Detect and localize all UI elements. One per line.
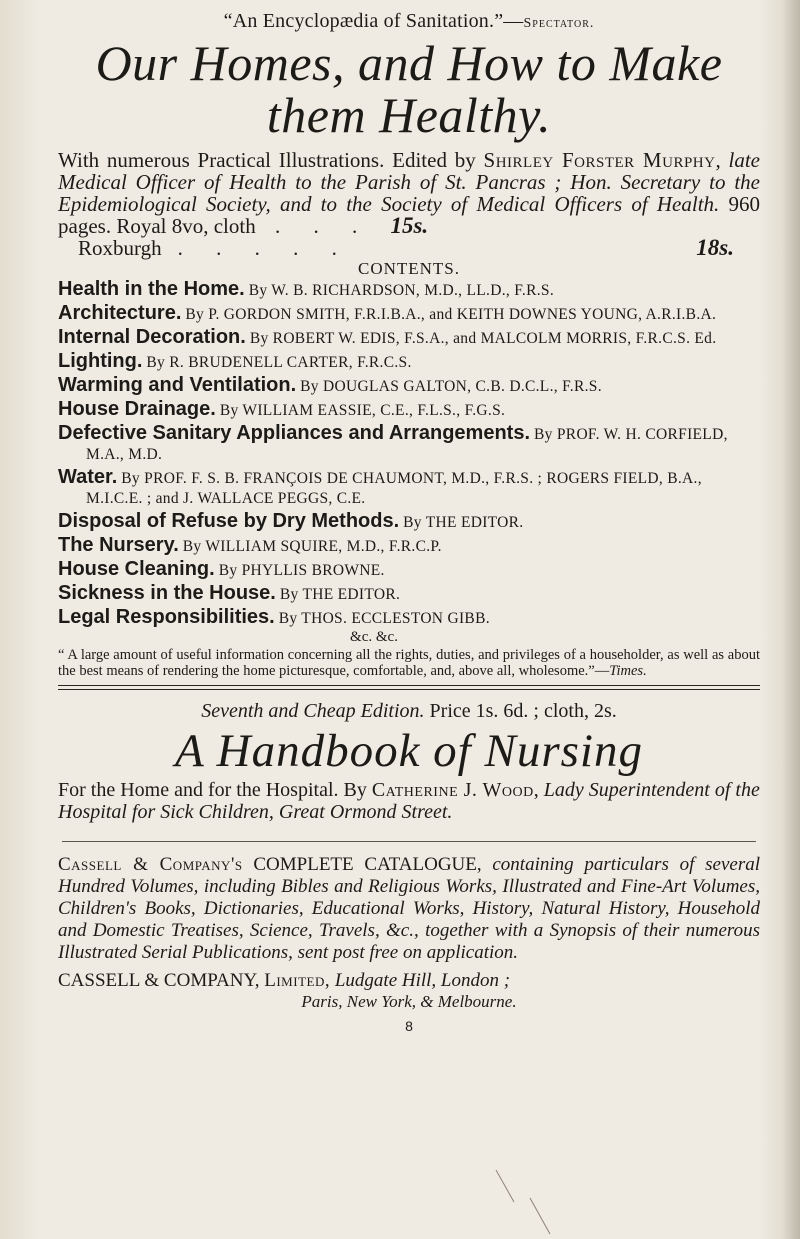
book2-desc-text: For the Home and for the Hospital. By (58, 779, 372, 801)
contents-entry-heading: Lighting. (58, 350, 143, 372)
section-rule (62, 841, 756, 842)
contents-entry-heading: Health in the Home. (58, 278, 245, 300)
contents-entry-author: By THE EDITOR. (279, 586, 401, 603)
contents-entry-heading: Architecture. (58, 302, 182, 324)
contents-entry (58, 327, 760, 349)
contents-entry-heading: Internal Decoration. (58, 326, 246, 348)
contents-entry-heading: House Cleaning. (58, 558, 215, 580)
catalogue-notice (58, 854, 760, 964)
contents-entry-heading: House Drainage. (58, 398, 216, 420)
contents-entry-author: By THOS. ECCLESTON GIBB. (278, 610, 490, 627)
contents-entry (58, 399, 760, 421)
contents-entry (58, 279, 760, 301)
review-source: Times. (609, 663, 647, 679)
book1-price-roxburgh: 18s. (696, 235, 734, 260)
contents-entry-author: By W. B. RICHARDSON, M.D., LL.D., F.R.S. (248, 282, 555, 299)
contents-entry-author: By PROF. W. H. CORFIELD, M.A., M.D. (86, 426, 728, 463)
book1-editor: Shirley Forster Murphy (483, 148, 716, 172)
imprint-cities: Paris, New York, & Melbourne. (301, 992, 517, 1011)
contents-entry-heading: Warming and Ventilation. (58, 374, 297, 396)
contents-entry-heading: Disposal of Refuse by Dry Methods. (58, 510, 400, 532)
header-quote-text: “An Encyclopædia of Sanitation.”— (223, 10, 524, 32)
book1-price-cloth: 15s. (390, 213, 429, 238)
book1-editor-role: late Medical Officer of Health to the Parish of St. Pancras ; Hon. Secretary to the Epidemiological Society, and to the Society of Medical Officers of Health. (58, 148, 760, 216)
paper-crease-marks (490, 1168, 600, 1238)
header-quote (58, 10, 760, 33)
book2-author: Catherine J. Wood (371, 779, 534, 801)
contents-heading: CONTENTS. (357, 259, 461, 278)
contents-entry-author: By DOUGLAS GALTON, C.B. D.C.L., F.R.S. (300, 378, 602, 395)
book1-binding-roxburgh: Roxburgh (78, 236, 162, 260)
book1-desc-sep: , (715, 148, 729, 172)
book2-description (58, 779, 760, 823)
contents-entry (58, 559, 760, 581)
contents-entry (58, 535, 760, 557)
book1-desc-pages: 960 pages. Royal 8vo, cloth (58, 192, 761, 238)
contents-list (58, 279, 760, 629)
book1-title (58, 37, 760, 141)
contents-entry-author: By PROF. F. S. B. FRANÇOIS DE CHAUMONT, M.D., F.R.S. ; ROGERS FIELD, B.A., M.I.C.E. ; and J. WALLACE PEGGS, C.E. (86, 470, 702, 507)
page-number: 8 (405, 1018, 413, 1034)
book2-title: A Handbook of Nursing (175, 725, 643, 777)
contents-entry-heading: Sickness in the House. (58, 582, 276, 604)
imprint-limited: Limited, (264, 970, 331, 991)
contents-etc: &c. &c. (350, 629, 398, 645)
book2-desc-sep: , (533, 779, 539, 801)
contents-entry-heading: Legal Responsibilities. (58, 606, 275, 628)
book1-desc-text: With numerous Practical Illustrations. Edited by (58, 148, 484, 172)
imprint-line (58, 970, 760, 992)
review-text: “ A large amount of useful information concerning all the rights, duties, and privileges of a householder, as well as about the best means of rendering the home picturesque, comfortable, and, above all, wholesome.”— (58, 647, 760, 679)
book2-price: Price 1s. 6d. ; cloth, 2s. (424, 700, 617, 722)
contents-entry (58, 607, 760, 629)
book1-description: With numerous Practical Illustrations. Edited by Shirley Forster Murphy, late Medical Officer of Health to the Parish of St. Pancras ; Hon. Secretary to the Epidemiological Society, and to the Society of Medical Officers of Health. 960 pages. Royal 8vo, cloth . . . 15s. (58, 148, 761, 238)
contents-entry (58, 583, 760, 605)
contents-entry-author: By WILLIAM EASSIE, C.E., F.L.S., F.G.S. (219, 402, 506, 419)
catalogue-description: containing particulars of several Hundred Volumes, including Bibles and Religious Works, Illustrated and Fine-Art Volumes, Children's Books, Dictionaries, Educational Works, History, Natural History, Household and Domestic Treatises, Science, Travels, &c., together with a Synopsis of their numerous Illustrated Serial Publications, sent post free on application. (58, 854, 760, 963)
book2-edition: Seventh and Cheap Edition. (201, 700, 425, 722)
header-quote-source: Spectator. (523, 16, 595, 31)
book2-edition-line (58, 700, 760, 723)
contents-entry-author: By P. GORDON SMITH, F.R.I.B.A., and KEITH DOWNES YOUNG, A.R.I.B.A. (185, 306, 717, 323)
page-edge-shadow (782, 0, 800, 1239)
imprint-place: Ludgate Hill, London ; (330, 970, 511, 991)
review-quote (58, 647, 760, 679)
contents-entry (58, 375, 760, 397)
contents-entry-heading: The Nursery. (58, 534, 179, 556)
section-divider (58, 685, 760, 690)
contents-entry-author: By ROBERT W. EDIS, F.S.A., and MALCOLM MORRIS, F.R.C.S. Ed. (249, 330, 717, 347)
book1-title-line1: Our Homes, and How to Make (95, 35, 723, 91)
contents-entry-author: By THE EDITOR. (403, 514, 524, 531)
contents-entry (58, 467, 760, 509)
contents-entry-author: By WILLIAM SQUIRE, M.D., F.R.C.P. (182, 538, 442, 555)
book1-price-roxburgh-row (58, 237, 760, 259)
book1-title-line2: them Healthy. (266, 87, 552, 143)
catalogue-publisher: Cassell & Company's (58, 854, 243, 875)
imprint-name: CASSELL & COMPANY, (58, 970, 265, 991)
catalogue-title: COMPLETE CATALOGUE, (242, 854, 493, 875)
leader-dots: . . . . . (177, 236, 351, 260)
contents-entry-author: By PHYLLIS BROWNE. (218, 562, 385, 579)
contents-entry (58, 351, 760, 373)
book2-author-role: Lady Superintendent of the Hospital for Sick Children, Great Ormond Street. (58, 779, 760, 823)
contents-entry (58, 511, 760, 533)
contents-entry-heading: Water. (58, 466, 118, 488)
contents-entry-heading: Defective Sanitary Appliances and Arrangements. (58, 422, 531, 444)
contents-entry (58, 423, 760, 465)
contents-entry-author: By R. BRUDENELL CARTER, F.R.C.S. (146, 354, 412, 371)
contents-entry (58, 303, 760, 325)
